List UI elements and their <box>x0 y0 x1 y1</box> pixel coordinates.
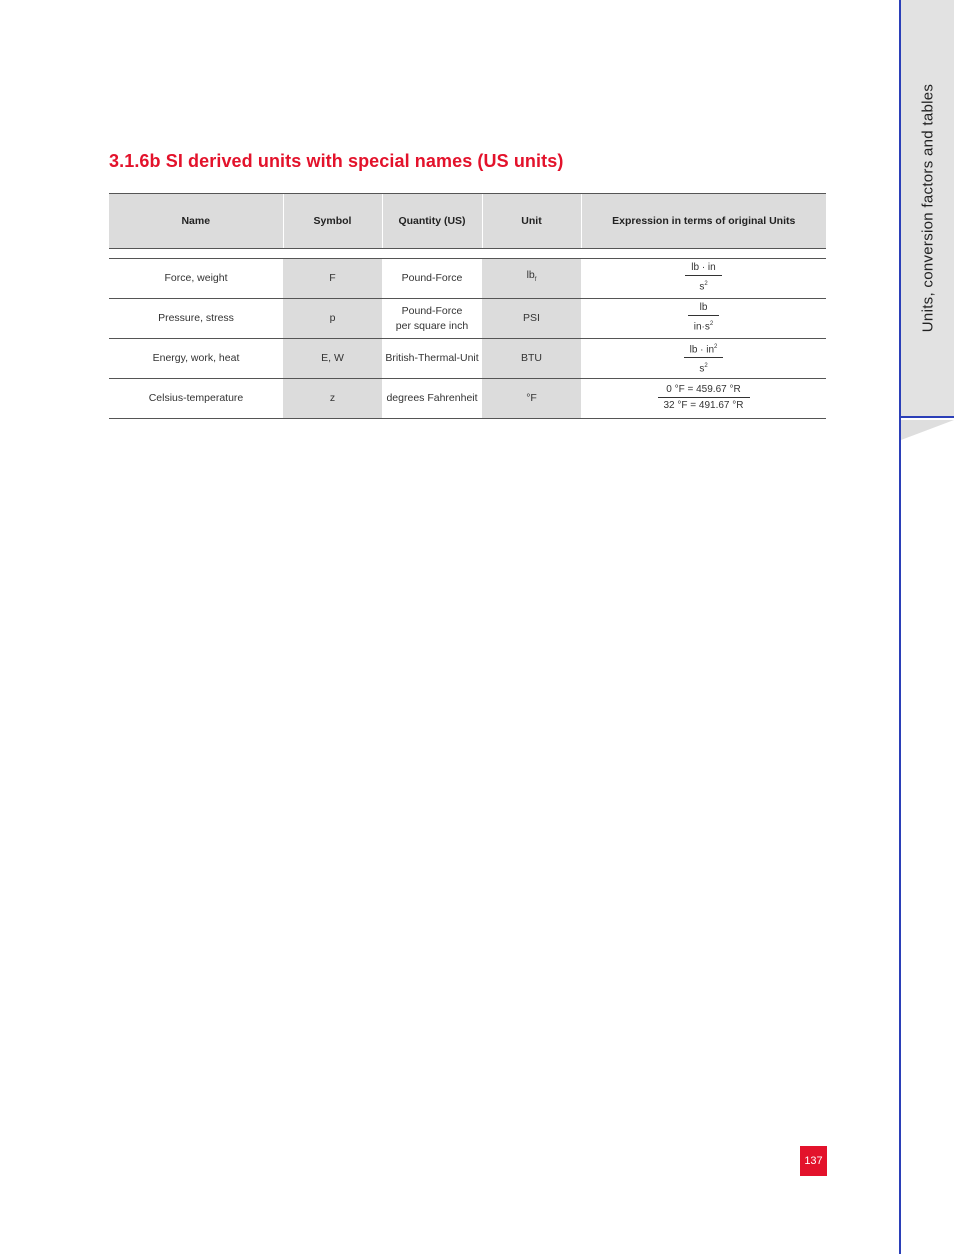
denominator-text: in·s <box>693 321 710 333</box>
denominator-text: s <box>699 281 705 293</box>
cell-symbol: F <box>283 259 382 299</box>
cell-expression <box>581 339 826 379</box>
fraction-denominator: 32 °F = 491.67 °R <box>663 400 744 411</box>
denominator-text: s <box>699 363 705 375</box>
fraction-numerator: lb <box>688 302 719 316</box>
table-row <box>109 379 826 419</box>
cell-name: Pressure, stress <box>109 299 283 339</box>
section-title: 3.1.6b SI derived units with special names (US units) <box>109 151 564 171</box>
header-name: Name <box>109 194 283 249</box>
numerator-text: lb · in <box>689 344 715 355</box>
cell-expression <box>581 299 826 339</box>
unit-text: lb <box>526 269 535 282</box>
numerator-exponent: 2 <box>714 343 718 350</box>
fraction-denominator <box>684 358 724 375</box>
fraction-numerator: lb · in <box>685 262 721 276</box>
header-quantity: Quantity (US) <box>382 194 482 249</box>
chapter-tab-label: Units, conversion factors and tables <box>919 83 937 333</box>
header-unit: Unit <box>482 194 581 249</box>
cell-quantity: British-Thermal-Unit <box>382 339 482 379</box>
cell-name: Force, weight <box>109 259 283 299</box>
cell-quantity: degrees Fahrenheit <box>382 379 482 419</box>
cell-name: Celsius-temperature <box>109 379 283 419</box>
cell-name: Energy, work, heat <box>109 339 283 379</box>
quantity-line-2: per square inch <box>395 319 469 332</box>
cell-unit: BTU <box>482 339 581 379</box>
denominator-exponent: 2 <box>709 321 714 328</box>
table-header-row <box>109 194 826 249</box>
header-expression: Expression in terms of original Units <box>581 194 826 249</box>
cell-symbol: z <box>283 379 382 419</box>
cell-unit: PSI <box>482 299 581 339</box>
cell-unit: °F <box>482 379 581 419</box>
cell-quantity <box>382 299 482 339</box>
denominator-exponent: 2 <box>704 281 708 288</box>
table-spacer <box>109 249 826 259</box>
expression-fraction <box>658 384 750 412</box>
expression-fraction <box>684 341 724 376</box>
cell-expression <box>581 259 826 299</box>
table-row <box>109 339 826 379</box>
unit-subscript: f <box>534 277 537 284</box>
table-row <box>109 259 826 299</box>
cell-unit <box>482 259 581 299</box>
fraction-denominator <box>685 276 721 293</box>
cell-expression <box>581 379 826 419</box>
header-symbol: Symbol <box>283 194 382 249</box>
table-row <box>109 299 826 339</box>
page-number: 137 <box>800 1146 827 1176</box>
us-units-table <box>109 193 826 419</box>
denominator-exponent: 2 <box>704 363 708 369</box>
expression-fraction <box>685 262 721 293</box>
cell-symbol: E, W <box>283 339 382 379</box>
fraction-numerator: 0 °F = 459.67 °R <box>658 384 750 398</box>
fraction-numerator <box>684 341 724 358</box>
cell-quantity: Pound-Force <box>382 259 482 299</box>
cell-symbol: p <box>283 299 382 339</box>
chapter-tab-edge <box>899 416 901 1254</box>
quantity-line-1: Pound-Force <box>401 304 463 317</box>
chapter-tab-shadow <box>901 420 954 440</box>
fraction-denominator <box>688 316 719 333</box>
expression-fraction <box>688 302 719 333</box>
